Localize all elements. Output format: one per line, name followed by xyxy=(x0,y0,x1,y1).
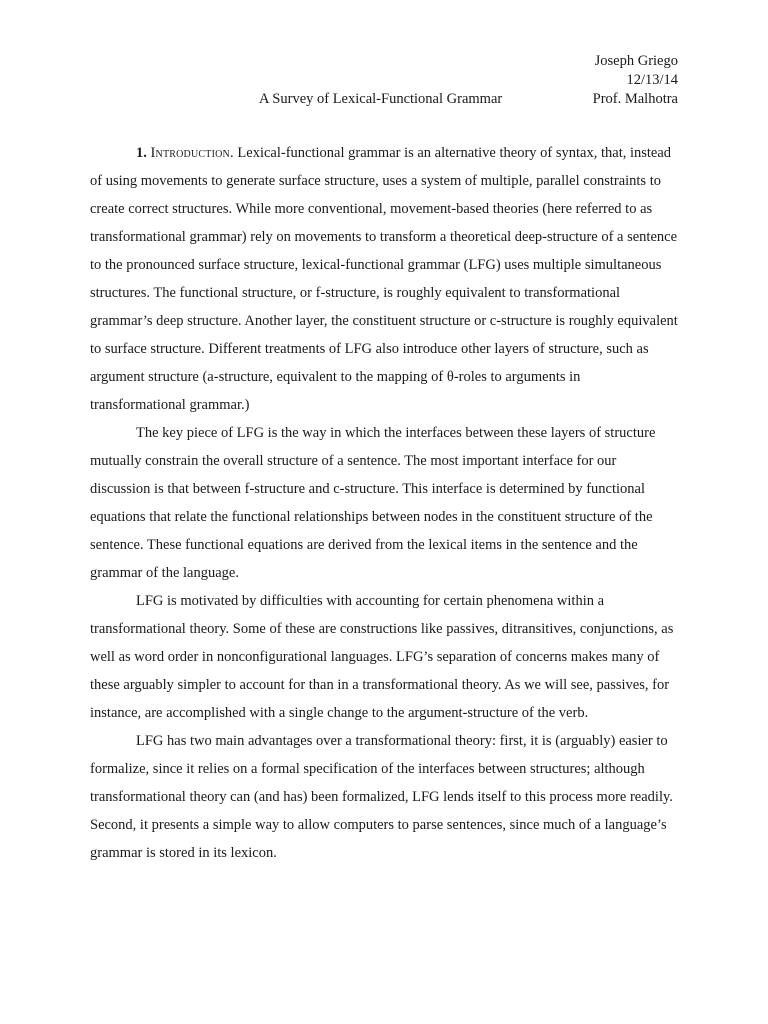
section-number: 1. xyxy=(136,145,147,161)
section-heading: Introduction. xyxy=(150,145,234,161)
paragraph-2: The key piece of LFG is the way in which the interfaces between these layers of structure mutually constrain the overall structure of a sentence. The most important interface for our discussion is that between f-structure and c-structure. This interface is determined by functional equations that relate the functional relationships between nodes in the constituent structure of the sentence. These functional equations are derived from the lexical items in the sentence and the grammar of the language. xyxy=(90,425,656,581)
header-block xyxy=(593,52,678,109)
date: 12/13/14 xyxy=(626,72,678,88)
paragraph-1 xyxy=(90,139,678,419)
paragraph-1-text: Lexical-functional grammar is an alternative theory of syntax, that, instead of using movements to generate surface structure, uses a system of multiple, parallel constraints to create correct structures. While more conventional, movement-based theories (here referred to as transformational grammar) rely on movements to transform a theoretical deep-structure of a sentence to the pronounced surface structure, lexical-functional grammar (LFG) uses multiple simultaneous structures. The functional structure, or f-structure, is roughly equivalent to transformational grammar’s deep structure. Another layer, the constituent structure or c-structure is roughly equivalent to surface structure. Different treatments of LFG also introduce other layers of structure, such as argument structure (a-structure, equivalent to the mapping of θ-roles to arguments in transformational grammar.) xyxy=(90,145,678,413)
document-title: A Survey of Lexical-Functional Grammar xyxy=(259,91,503,107)
body-text xyxy=(90,139,678,867)
paragraph-4: LFG has two main advantages over a transformational theory: first, it is (arguably) easier to formalize, since it relies on a formal specification of the interfaces between structures; although transformational theory can (and has) been formalized, LFG lends itself to this process more readily. Second, it presents a simple way to allow computers to parse sentences, since much of a language’s grammar is stored in its lexicon. xyxy=(90,733,673,861)
professor-name: Prof. Malhotra xyxy=(592,91,678,107)
paragraph-3: LFG is motivated by difficulties with accounting for certain phenomena within a transformational theory. Some of these are constructions like passives, ditransitives, conjunctions, as well as word order in nonconfigurational languages. LFG’s separation of concerns makes many of these arguably simpler to account for than in a transformational theory. As we will see, passives, for instance, are accomplished with a single change to the argument-structure of the verb. xyxy=(90,593,674,721)
author-name: Joseph Griego xyxy=(594,53,678,69)
